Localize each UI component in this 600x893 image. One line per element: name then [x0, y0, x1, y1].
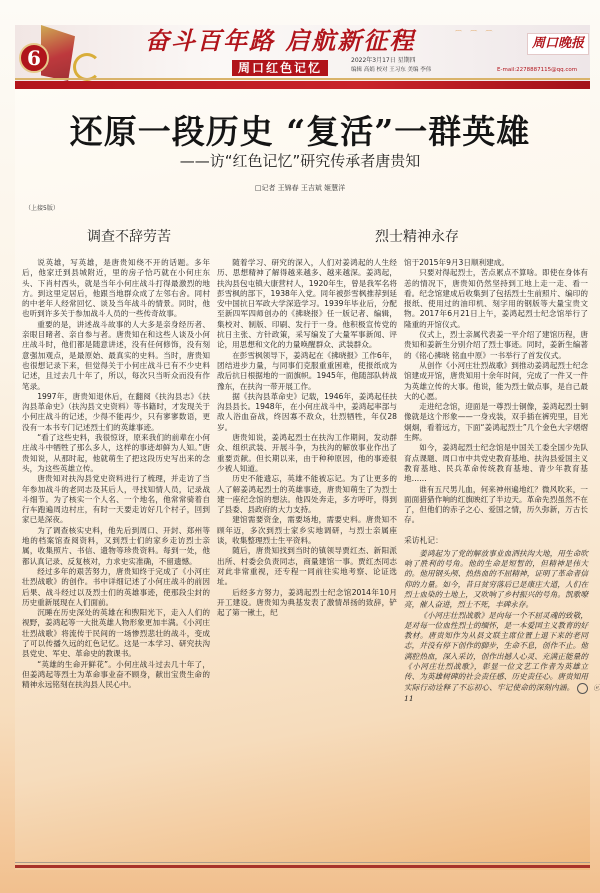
notes-heading: 采访札记： [404, 535, 443, 545]
paragraph: 走进纪念馆，迎面是一尊烈士铜像，姜鸿起烈士铜像就是这个形象——一身戎装，双手插在裤兜里，目光炯炯，看着远方，下面“姜鸿起烈士”几个金色大字熠熠生辉。 [404, 402, 588, 443]
paragraph: 唐贵知对扶沟县党史资料进行了梳理，并走访了当年参加战斗的老同志及其后人，寻找知情人员，记录战斗细节。为了核实一个人名、一个地名，他常常骑着自行车跑遍周边村庄，有时一天要走访好几个村子，回到家已是深夜。 [22, 474, 210, 525]
bottom-rule-red [15, 865, 590, 868]
end-mark-number: 11 [404, 693, 414, 703]
paragraph: 沉睡在历史深处的英雄在和煦阳光下，走入人们的视野，姜鸿起等一大批英雄人物形象更加丰满。《小河庄壮烈战歌》将流传于民间的一场惨烈悲壮的战斗，变成了可以传播久远的红色记忆。这是一本学习、研究扶沟县党史、军史、革命史的教课书。 [22, 608, 210, 659]
page-number: 6 [19, 43, 49, 73]
notes-paragraph-text: 《小河庄壮烈战歌》是向每一个不屈灵魂的致敬，是对每一位血性烈士的缅怀，是一本爱国主义教育的好教材。唐贵知作为从县文联主席位置上退下来的老同志，并没有停下创作的脚步，生命不息，创作不止。他满腔热血，深入采访，创作出撼人心灵、充满正能量的《小河庄壮烈战歌》，彰显一位文艺工作者为英雄立传、为英雄树碑的社会责任感、历史责任心。唐贵知用实际行动诠释了不忘初心、牢记使命的深刻内涵。 [404, 610, 588, 692]
paragraph: 历史不能遗忘，英雄不能被忘记。为了让更多的人了解姜鸿起烈士的英雄事迹，唐贵知萌生了为烈士建一座纪念馆的想法。他四处奔走，多方呼吁，得到了县委、县政府的大力支持。 [217, 474, 397, 515]
paragraph: 从创作《小河庄壮烈战歌》到推动姜鸿起烈士纪念馆建成开馆，唐贵知用十余年时间，完成了一件又一件为英雄立传的大事。他说，能为烈士做点事，是自己最大的心愿。 [404, 360, 588, 401]
paragraph: 建馆需要资金，需要场地，需要史料。唐贵知不顾年迈，多次到烈士家乡实地调研，与烈士亲属座谈，收集整理烈士生平资料。 [217, 515, 397, 546]
article-headline: 还原一段历史 “复活”一群英雄 [69, 112, 531, 151]
section-name: 周口红色记忆 [232, 60, 328, 76]
section-heading-right: 烈士精神永存 [375, 229, 459, 245]
issue-date: 2022年3月17日 星期四 [351, 57, 416, 64]
notes-paragraph: 姜鸿起为了党的解放事业血洒扶沟大地，用生命吹响了胜利的号角。他的生命是短暂的，但精神是伟大的。他用钢头颅、热热血的不屈精神，证明了革命者信仰的力量。如今，昔日贫穷落后已是康庄大道，人们在烈士血染的土地上，又吹响了乡村振兴的号角。凯歌嘹亮，催人奋进，烈士不死，丰碑永存。 [404, 548, 588, 610]
paragraph: 馆于2015年9月3日顺利建成。 [404, 258, 509, 267]
paragraph: 只要对得起烈士，苦点累点不算啥。即使在身体有恙的情况下，唐贵知仍然坚持到工地上走一走、看一看。纪念馆建成后收集到了包括烈士生前照片、编印的报纸、使用过的油印机、刻字用的钢版等大量宝贵文物。2017年6月21日上午，姜鸿起烈士纪念馆举行了隆重的开馆仪式。 [404, 268, 588, 329]
paragraph: 在彭雪枫领导下，姜鸿起在《拂晓报》工作6年，团结进步力量，与同事们克服重重困难，使报纸成为敌后抗日根据地的一面旗帜。1945年，他随部队转战豫东，在扶沟一带开展工作。 [217, 350, 397, 391]
article-byline: □记者 王锦春 王吉斌 姬慧洋 [254, 184, 346, 192]
paragraph: 据《扶沟县革命史》记载，1946年，姜鸿起任扶沟县县长。1948年，在小何庄战斗中，姜鸿起率部与敌人浴血奋战，终因寡不敌众，壮烈牺牲，年仅28岁。 [217, 391, 397, 432]
paragraph: 谁有五尺男儿血，何来神州遍地红？微风吹来，一面面猎猎作响的红旗映红了半边天。革命先烈虽然不在了，但他们的赤子之心、爱国之情，历久弥新，万古长存。 [404, 484, 588, 525]
paragraph: 随后，唐贵知找到当时的镇领导贾红杰、新阳派出所、村委会负责同志，商量建馆一事。贾红杰同志对此非常重视，还专程一同前往实地考察、论证选址。 [217, 546, 397, 587]
paragraph: 经过多年的艰苦努力，唐贵知终于完成了《小河庄壮烈战歌》的创作。书中详细记述了小何庄战斗的前因后果、战斗经过以及烈士们的英雄事迹，使那段尘封的历史重新展现在人们面前。 [22, 566, 210, 607]
paragraph: “英雄的生命开鲜花”。小何庄战斗过去几十年了，但姜鸿起等烈士为革命事业奋不顾身，献出宝贵生命的精神永远铭刻在扶沟县人民心中。 [22, 659, 210, 690]
paragraph: “看了这些史料，我很惊讶，原来我们的前辈在小何庄战斗中牺牲了那么多人，这样的事迹却鲜为人知。”唐贵知说，从那时起，他就萌生了把这段历史写出来的念头，为这些英雄立传。 [22, 433, 210, 473]
paragraph: 唐贵知说，姜鸿起烈士在扶沟工作期间，发动群众、组织武装、开展斗争，为扶沟的解放事业作出了重要贡献。但长期以来，由于种种原因，他的事迹很少被人知道。 [217, 433, 397, 473]
paragraph: 重要的是，讲述战斗故事的人大多是亲身经历者、亲眼目睹者、亲自参与者。唐贵知在和这些人谈及小何庄战斗时，他们都是随意讲述，没有任何修饰，没有刻意强加观点，是最原始、最真实的史料。当时，唐贵知也很想记录下来，但觉得关于小何庄战斗已有不少史料记述，且过去几十年了，所以，每次只当听众而没有作笔录。 [22, 319, 210, 391]
paragraph: 后经多方努力，姜鸿起烈士纪念馆2014年10月开工建设。唐贵知为典基发表了激情昂扬的致辞，铲起了第一锹土，纪 [217, 587, 397, 618]
masthead-red-band [15, 81, 590, 89]
hammer-sickle-icon [73, 53, 101, 81]
paragraph: 如今，姜鸿起烈士纪念馆是中国关工委全国少先队育点课题、周口市中共党史教育基地、扶沟县爱国主义教育基地、民兵革命传统教育基地、青少年教育基地…… [404, 443, 588, 484]
newspaper-logo: 周口晚报 [527, 33, 589, 55]
bottom-rule-thin [15, 862, 590, 863]
paragraph: 仪式上，烈士亲属代表姜一平介绍了建馆历程，唐贵知和姜新生分别介绍了烈士事迹。同时，姜新生编著的《铭心拂晓 铭血中原》一书举行了首发仪式。 [404, 330, 588, 360]
paragraph: 1997年，唐贵知退休后，在翻阅《扶沟县志》《扶沟县革命史》（扶沟县文史资料）等书籍时，才发现关于小何庄战斗的记述，少得不能再少，只有寥寥数语，更没有一本书专门记述烈士们的英雄事迹。 [22, 391, 210, 432]
continued-from-note: （上接5版） [25, 205, 59, 212]
paragraph: 说英雄，写英雄，是唐贵知绕不开的话题。多年后，他家迁到县城附近，里的房子恰巧就在小何庄东头、下肖村西头，就是当年小何庄战斗打得最激烈的地方。到这里定居后，他跟当地群众成了左邻右舍。同村的中老年人经常回忆、谈及当年战斗的情景。同时，他也听到许多关于参加战斗人员的一些传奇故事。 [22, 258, 210, 319]
paragraph: 随着学习、研究的深入，人们对姜鸿起的人生经历、思想精神了解得越来越多、越来越深。姜鸿起，扶沟县包屯镇大康营村人，1920年生，曾是我军名将彭雪枫的部下，1938年入党。同年被彭雪枫推荐到延安中国抗日军政大学深造学习。1939年毕业后，分配至新四军四师创办的《拂晓报》任一版记者、编辑，集校对、制版、印刷、发行于一身。他积极宣传党的抗日主张、方针政策，采写编发了大量军事新闻、评论，用思想和文化的力量唤醒群众、武装群众。 [217, 258, 397, 350]
editor-credits: 编辑 高娟 校对 王习东 美编 李伟 [351, 67, 432, 73]
article-column-3 [404, 258, 600, 833]
article-column-2 [217, 258, 397, 836]
masthead [15, 25, 590, 89]
article-subheadline: ——访“红色记忆”研究传承者唐贵知 [179, 152, 421, 170]
end-mark-icon: ⓔ [577, 683, 588, 694]
contact-email: E-mail:2278887115@qq.com [497, 67, 578, 73]
masthead-title: 奋斗百年路 启航新征程 [145, 26, 416, 55]
article-column-1 [22, 258, 210, 833]
notes-paragraph [404, 610, 600, 704]
section-heading-left: 调查不辞劳苦 [87, 229, 171, 245]
birds-decoration-icon: ⌒ ⌒ ⌒ [455, 30, 496, 38]
paragraph: 为了调查核实史料，他先后到周口、开封、郑州等地的档案馆查阅资料，又到烈士们的家乡走访烈士亲属，收集照片、书信、遗物等珍贵资料。每到一处，他都认真记录、反复核对，力求史实准确，不留遗憾。 [22, 525, 210, 566]
